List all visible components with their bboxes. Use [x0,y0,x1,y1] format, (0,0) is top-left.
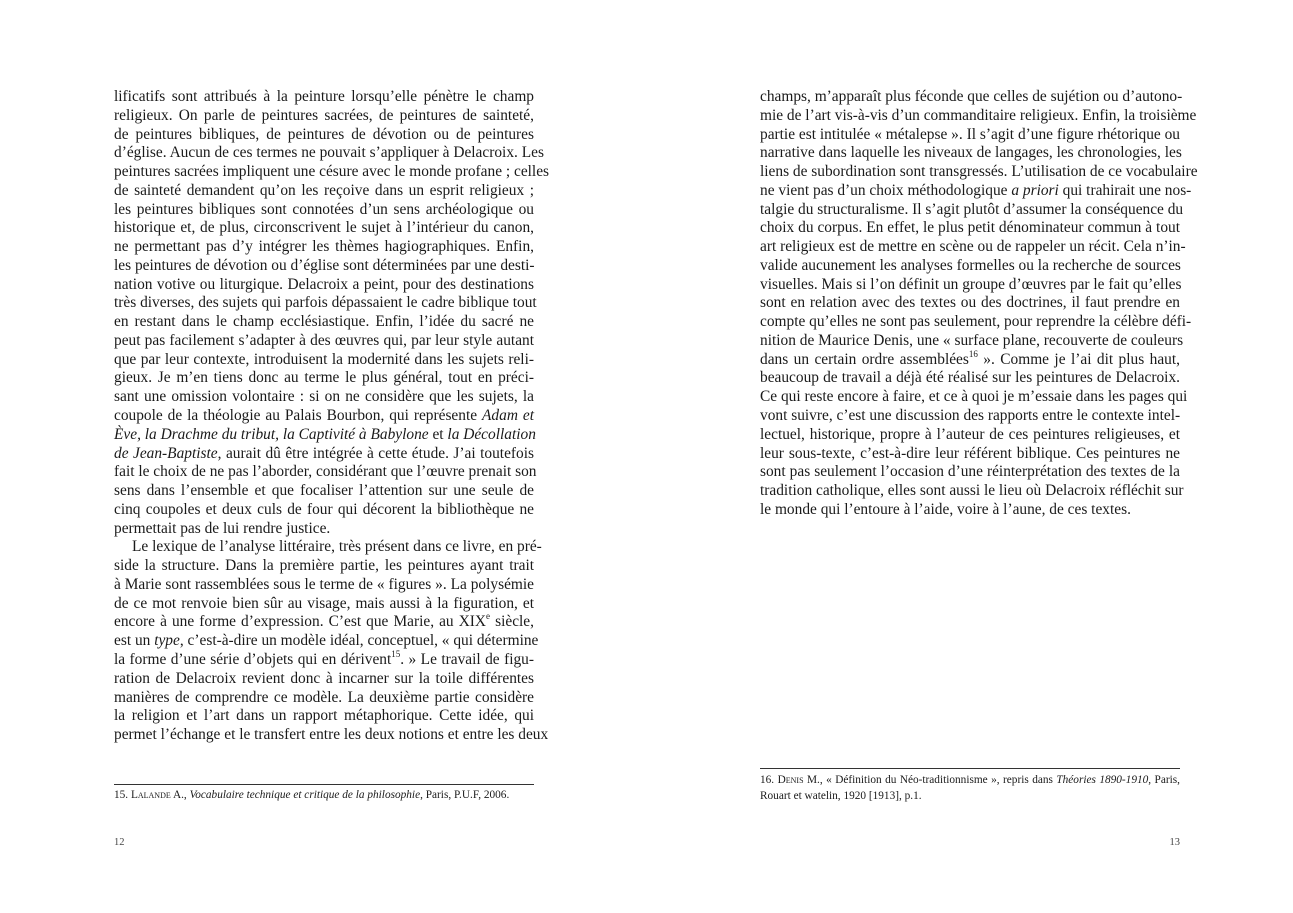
text-line: nition de Maurice Denis, une « surface plane, recouverte de couleurs [760,331,1184,349]
text-line: nation votive ou liturgique. Delacroix a peint, pour des destinations [114,275,534,293]
text-line [114,407,534,426]
line-text: ne vient pas d’un choix méthodologique [760,181,1008,199]
footnote-ref[interactable]: 16 [968,348,978,359]
text-line: fait le choix de ne pas l’aborder, considérant que l’œuvre prenait son [114,463,537,481]
text-line [114,648,534,670]
footnote-text: , Paris, [1148,774,1180,786]
text-line: que par leur contexte, introduisent la modernité dans les sujets reli- [114,350,534,368]
page-number: 13 [1169,837,1180,848]
footnote-line [114,787,534,803]
text-line: le monde qui l’entoure à l’aide, voire à l’aune, de ces textes. [760,500,1131,518]
footnote-line [760,772,1180,788]
footnote-divider [760,768,1180,769]
footnote-ref[interactable]: 15 [391,648,401,659]
text-line: en restant dans le champ ecclésiastique. Enfin, l’idée du sacré ne [114,313,534,331]
text-line: lectuel, historique, propre à l’auteur de ces peintures religieuses, et [760,425,1180,443]
footnote-author: Lalande [130,789,171,801]
text-line: de sainteté demandent qu’on les reçoive dans un esprit religieux ; [114,181,534,199]
line-text: , c’est-à-dire un modèle idéal, conceptuel, « qui détermine [179,632,539,650]
footnote-title: Théories 1890-1910 [1056,774,1149,786]
text-line: d’église. Aucun de ces termes ne pouvait s’appliquer à Delacroix. Les [114,144,544,162]
text-line: sens dans l’ensemble et que focaliser l’attention sur une seule de [114,482,534,500]
text-line: peut pas facilement s’adapter à des œuvres qui, par leur style autant [114,331,534,349]
italic-title: la Décollation [447,425,536,443]
line-text: . » Le travail de figu- [400,650,534,668]
line-text: qui trahirait une nos- [1058,181,1192,199]
footnote-number: 15. [114,789,129,801]
line-text: ». Comme je l’ai dit plus haut, [977,350,1180,368]
italic-title: Ève, la Drachme du tribut, la Captivité à Babylone [114,425,429,443]
text-line: sont pas seulement l’occasion d’une réinterprétation des textes de la [760,463,1180,481]
footnote-16 [760,772,1180,804]
line-text: est un [114,632,151,650]
text-line: sont en relation avec des textes ou des doctrines, il faut prendre en [760,294,1180,312]
text-line [760,181,1192,201]
line-text: et [432,425,444,443]
text-line: narrative dans laquelle les niveaux de langages, les chronologies, les [760,144,1182,162]
text-line: choix du corpus. En effet, le plus petit dénominateur commun à tout [760,219,1180,237]
text-line: historique et, de plus, circonscrivent le sujet à l’intérieur du canon, [114,219,534,237]
text-line [114,445,534,464]
text-line: sant une omission volontaire : si on ne considère que les sujets, la [114,388,534,406]
text-line: ne permettant pas d’y intégrer les thèmes hagiographiques. Enfin, [114,238,534,256]
text-line: compte qu’elles ne sont pas seulement, pour reprendre la célèbre défi- [760,313,1192,331]
text-line: cinq coupoles et deux culs de four qui décorent la bibliothèque ne [114,500,534,518]
line-text: encore à une forme d’expression. C’est que Marie, au XIX [114,613,487,631]
left-page [114,0,550,913]
text-line: permettait pas de lui rendre justice. [114,519,331,537]
italic-term: a priori [1011,181,1059,199]
text-line: à Marie sont rassemblées sous le terme de « figures ». La polysémie [114,575,534,593]
right-page [760,0,1198,913]
text-line: les peintures bibliques sont connotées d’un sens archéologique ou [114,200,534,218]
text-line: de peintures bibliques, de peintures de dévotion ou de peintures [114,125,534,143]
text-line: tradition catholique, elles sont aussi le lieu où Delacroix réfléchit sur [760,482,1184,500]
text-line: talgie du structuralisme. Il s’agit plutôt d’assumer la conséquence du [760,200,1184,218]
text-line: visuelles. Mais si l’on définit un groupe d’œuvres par le fait qu’elles [760,275,1182,293]
text-line: les peintures de dévotion ou d’église sont déterminées par une desti- [114,256,535,274]
left-body-text [114,88,550,745]
text-line: mie de l’art vis-à-vis d’un commanditaire religieux. Enfin, la troisième [760,106,1197,124]
text-line [114,426,534,445]
text-line: ration de Delacroix revient donc à incarner sur la toile différentes [114,669,534,687]
line-text: dans un certain ordre assemblées [760,350,969,368]
text-line: liens de subordination sont transgressés. L’utilisation de ce vocabulaire [760,163,1198,181]
superscript: e [486,611,491,622]
footnote-15 [114,787,534,803]
text-line: de ce mot renvoie bien sûr au visage, mais aussi à la figuration, et [114,594,534,612]
text-line [760,348,1180,370]
text-line: vont suivre, c’est une discussion des rapports entre le contexte intel- [760,407,1181,425]
text-line: art religieux est de mettre en scène ou de rappeler un récit. Cela n’in- [760,238,1186,256]
line-text: , aurait dû être intégrée à cette étude. J’ai toutefois [217,444,534,462]
text-line: permet l’échange et le transfert entre les deux notions et entre les deux [114,726,549,744]
text-line: très diverses, des sujets qui parfois dépassaient le cadre biblique tout [114,294,537,312]
text-line: Le lexique de l’analyse littéraire, très présent dans ce livre, en pré- [132,538,542,556]
text-line: Ce qui reste encore à faire, et ce à quoi je m’essaie dans les pages qui [760,388,1188,406]
footnote-text: , Paris, P.U.F, 2006. [420,789,510,801]
text-line: manières de comprendre ce modèle. La deuxième partie considère [114,688,534,706]
footnote-title: Vocabulaire technique et critique de la philosophie [189,789,421,801]
text-line: side la structure. Dans la première partie, les peintures ayant trait [114,557,534,575]
text-line: lificatifs sont attribués à la peinture lorsqu’elle pénètre le champ [114,88,534,105]
footnote-text: A., [170,789,190,801]
italic-term: type [154,632,180,650]
footnote-text: M., « Définition du Néo-traditionnisme », repris dans [803,774,1057,786]
italic-title: de Jean-Baptiste [114,444,218,462]
text-line: religieux. On parle de peintures sacrées, de peintures de sainteté, [114,106,534,124]
text-line: peintures sacrées impliquent une césure avec le monde profane ; celles [114,163,550,181]
text-line [114,632,539,651]
footnote-divider [114,784,534,785]
footnote-number: 16. [760,774,775,786]
text-line: la religion et l’art dans un rapport métaphorique. Cette idée, qui [114,707,534,725]
text-line: leur sous-texte, c’est-à-dire leur référent biblique. Ces peintures ne [760,444,1180,462]
footnote-line: Rouart et watelin, 1920 [1913], p.1. [760,790,922,802]
text-line: partie est intitulée « métalepse ». Il s’agit d’une figure rhétorique ou [760,125,1180,143]
text-line: champs, m’apparaît plus féconde que celles de sujétion ou d’autono- [760,88,1183,105]
footnote-author: Denis [777,774,804,786]
right-body-text [760,88,1198,520]
text-line [114,613,534,632]
page-number: 12 [114,837,125,848]
line-text: la forme d’une série d’objets qui en dérivent [114,650,392,668]
line-text: coupole de la théologie au Palais Bourbon, qui représente [114,407,478,425]
italic-title: Adam et [482,407,534,425]
line-text: siècle, [490,613,534,631]
text-line: beaucoup de travail a déjà été réalisé sur les peintures de Delacroix. [760,369,1180,387]
text-line: valide aucunement les analyses formelles ou la recherche de sources [760,256,1181,274]
text-line: gieux. Je m’en tiens donc au terme le plus général, tout en préci- [114,369,534,387]
